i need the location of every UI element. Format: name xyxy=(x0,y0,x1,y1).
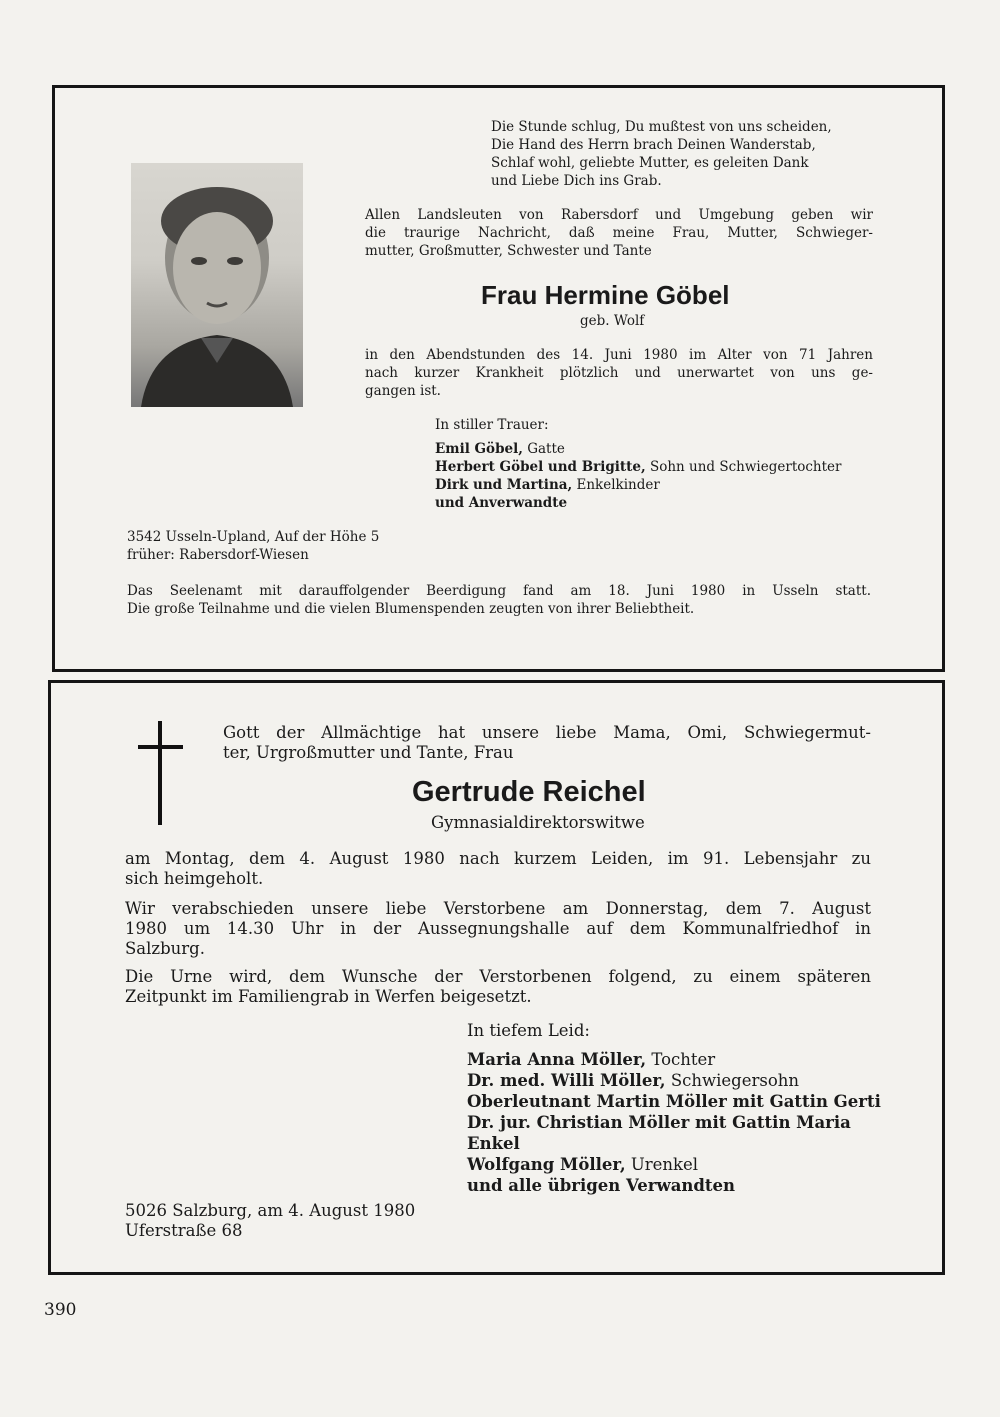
portrait-photo xyxy=(131,163,303,407)
mourning-header: In tiefem Leid: xyxy=(467,1021,590,1040)
deceased-name: Gertrude Reichel xyxy=(412,776,646,808)
mourner-line: Dirk und Martina, Enkelkinder xyxy=(435,477,660,493)
obituary-goebel xyxy=(52,85,945,672)
poem-line: Schlaf wohl, geliebte Mutter, es geleiten Dank xyxy=(491,155,809,171)
intro-line: Gott der Allmächtige hat unsere liebe Mama, Omi, Schwiegermut- xyxy=(223,723,871,742)
announcement-line: die traurige Nachricht, daß meine Frau, Mutter, Schwieger- xyxy=(365,225,873,241)
address-line: 3542 Usseln-Upland, Auf der Höhe 5 xyxy=(127,529,380,545)
paragraph-line: 1980 um 14.30 Uhr in der Aussegnungshalle auf dem Kommunalfriedhof in xyxy=(125,919,871,938)
closing-line: Die große Teilnahme und die vielen Blumenspenden zeugten von ihrer Beliebtheit. xyxy=(127,601,695,617)
mourner-line: Oberleutnant Martin Möller mit Gattin Gerti xyxy=(467,1092,881,1111)
closing-line: Das Seelenamt mit darauffolgender Beerdigung fand am 18. Juni 1980 in Usseln statt. xyxy=(127,583,871,599)
cross-icon xyxy=(158,721,162,825)
page-number: 390 xyxy=(44,1300,77,1320)
intro-line: ter, Urgroßmutter und Tante, Frau xyxy=(223,743,514,762)
poem-line: Die Hand des Herrn brach Deinen Wanderstab, xyxy=(491,137,816,153)
deceased-title: Gymnasialdirektorswitwe xyxy=(431,813,645,832)
obituary-reichel xyxy=(48,680,945,1275)
paragraph-line: Salzburg. xyxy=(125,939,205,958)
death-line: in den Abendstunden des 14. Juni 1980 im Alter von 71 Jahren xyxy=(365,347,873,363)
paragraph-line: am Montag, dem 4. August 1980 nach kurzem Leiden, im 91. Lebensjahr zu xyxy=(125,849,871,868)
mourner-line: Herbert Göbel und Brigitte, Sohn und Schwiegertochter xyxy=(435,459,842,475)
address-line: 5026 Salzburg, am 4. August 1980 xyxy=(125,1201,416,1220)
mourner-line: Dr. med. Willi Möller, Schwiegersohn xyxy=(467,1071,800,1090)
mourner-line: Dr. jur. Christian Möller mit Gattin Maria xyxy=(467,1113,851,1132)
poem-line: Die Stunde schlug, Du mußtest von uns scheiden, xyxy=(491,119,832,135)
announcement-line: Allen Landsleuten von Rabersdorf und Umgebung geben wir xyxy=(365,207,873,223)
mourner-line: Maria Anna Möller, Tochter xyxy=(467,1050,716,1069)
paragraph-line: Zeitpunkt im Familiengrab in Werfen beigesetzt. xyxy=(125,987,532,1006)
poem-line: und Liebe Dich ins Grab. xyxy=(491,173,662,189)
paragraph-line: Die Urne wird, dem Wunsche der Verstorbenen folgend, zu einem späteren xyxy=(125,967,871,986)
birth-name: geb. Wolf xyxy=(580,313,645,329)
mourner-line: und Anverwandte xyxy=(435,495,568,511)
mourner-line: Emil Göbel, Gatte xyxy=(435,441,565,457)
mourning-header: In stiller Trauer: xyxy=(435,417,549,433)
address-line: früher: Rabersdorf-Wiesen xyxy=(127,547,309,563)
cross-icon-bar xyxy=(138,745,183,749)
mourner-line: und alle übrigen Verwandten xyxy=(467,1176,736,1195)
paragraph-line: sich heimgeholt. xyxy=(125,869,264,888)
death-line: nach kurzer Krankheit plötzlich und unerwartet von uns ge- xyxy=(365,365,873,381)
address-line: Uferstraße 68 xyxy=(125,1221,243,1240)
death-line: gangen ist. xyxy=(365,383,441,399)
paragraph-line: Wir verabschieden unsere liebe Verstorbene am Donnerstag, dem 7. August xyxy=(125,899,871,918)
mourner-line: Wolfgang Möller, Urenkel xyxy=(467,1155,699,1174)
mourner-line: Enkel xyxy=(467,1134,520,1153)
deceased-name: Frau Hermine Göbel xyxy=(481,280,730,310)
announcement-line: mutter, Großmutter, Schwester und Tante xyxy=(365,243,652,259)
